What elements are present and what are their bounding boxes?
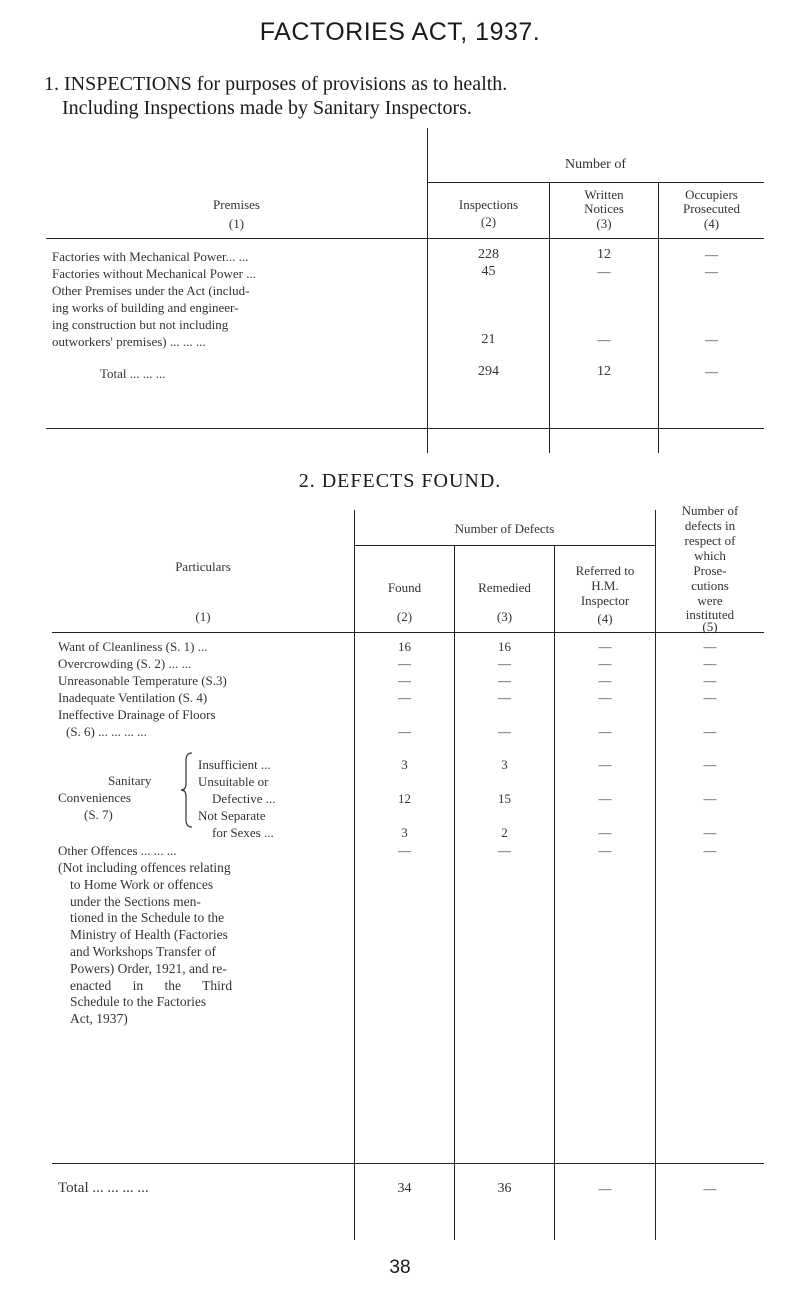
t1-col-notices-l2: Notices bbox=[584, 201, 624, 216]
t2-san-sub2-remedied: 15 bbox=[498, 791, 511, 806]
t2-row4-referred: — bbox=[598, 690, 612, 705]
t2-san-sub3-label-l1: Not Separate bbox=[198, 808, 266, 823]
t2-col-referred-l1: Referred to bbox=[575, 563, 635, 578]
t1-total-inspections: 294 bbox=[478, 364, 499, 379]
t2-other-note-line: tioned in the Schedule to the bbox=[70, 910, 225, 926]
t2-san-sub2-label-l1: Unsuitable or bbox=[198, 774, 269, 789]
t1-row2-label: Factories without Mechanical Power ... bbox=[52, 266, 256, 281]
t2-row5-found: — bbox=[398, 724, 411, 739]
t2-col-referred-l2: H.M. bbox=[591, 578, 619, 593]
t1-row1-inspections: 228 bbox=[478, 247, 499, 262]
t2-row1-prosecutions: — bbox=[703, 639, 717, 654]
t2-row3-referred: — bbox=[598, 673, 612, 688]
page-number: 38 bbox=[389, 1257, 411, 1278]
t2-san-sub1-referred: — bbox=[598, 757, 612, 772]
t2-col-prosecutions-num: (5) bbox=[702, 619, 718, 634]
t1-group-rule bbox=[427, 182, 764, 183]
t1-row2-occupiers: — bbox=[705, 264, 718, 279]
t2-other-note-line: under the Sections men- bbox=[70, 893, 201, 909]
t2-row2-found: — bbox=[398, 656, 411, 671]
section2-heading: 2. DEFECTS FOUND. bbox=[298, 470, 502, 492]
t2-total-found: 34 bbox=[397, 1181, 412, 1196]
t2-total-remedied: 36 bbox=[497, 1181, 512, 1196]
t2-sanitary-label-l1: Sanitary bbox=[108, 773, 152, 788]
t2-col-prosecutions-l4: which bbox=[694, 548, 726, 563]
t2-col-remedied-num: (3) bbox=[496, 609, 513, 624]
t2-col-found: Found bbox=[387, 580, 422, 595]
t2-col-found-num: (2) bbox=[396, 609, 413, 624]
t1-row1-label: Factories with Mechanical Power... ... bbox=[52, 249, 249, 264]
t2-col-prosecutions-l3: respect of bbox=[684, 533, 736, 548]
t1-col-notices-num: (3) bbox=[596, 216, 612, 231]
t2-row1-remedied: 16 bbox=[498, 639, 511, 654]
t2-san-sub3-prosecutions: — bbox=[703, 825, 717, 840]
t2-row4-label: Inadequate Ventilation (S. 4) bbox=[58, 690, 208, 705]
t2-row2-prosecutions: — bbox=[703, 656, 717, 671]
t2-san-sub2-referred: — bbox=[598, 791, 612, 806]
t2-col-prosecutions-l6: cutions bbox=[691, 578, 729, 593]
section1-heading-line2: Including Inspections made by Sanitary Inspectors. bbox=[62, 97, 472, 119]
t2-col-particulars: Particulars bbox=[175, 559, 231, 574]
t1-col-occupiers-num: (4) bbox=[703, 216, 720, 231]
t2-row1-found: 16 bbox=[398, 639, 411, 654]
t2-san-sub2-prosecutions: — bbox=[703, 791, 717, 806]
t2-row5-prosecutions: — bbox=[703, 724, 717, 739]
t2-row4-found: — bbox=[398, 690, 411, 705]
t2-san-sub1-remedied: 3 bbox=[501, 757, 508, 772]
t2-total-prosecutions: — bbox=[703, 1181, 717, 1196]
t2-san-sub1-prosecutions: — bbox=[703, 757, 717, 772]
t2-row3-prosecutions: — bbox=[703, 673, 717, 688]
t1-col-occupiers-l2: Prosecuted bbox=[682, 201, 741, 216]
section1-heading bbox=[44, 72, 784, 120]
t2-other-note-line: (Not including offences relating bbox=[58, 860, 231, 875]
t2-san-sub1-label: Insufficient ... bbox=[198, 757, 271, 772]
t1-vline-1 bbox=[427, 128, 428, 453]
t1-header-rule bbox=[46, 238, 764, 239]
t2-san-sub3-found: 3 bbox=[401, 825, 408, 840]
t1-row3-notices: — bbox=[597, 332, 611, 347]
t2-other-referred: — bbox=[598, 843, 612, 858]
t2-col-prosecutions-l5: Prose- bbox=[693, 563, 727, 578]
t1-total-rule bbox=[46, 428, 764, 429]
t2-san-sub3-label-l2: for Sexes ... bbox=[212, 825, 274, 840]
t2-row2-referred: — bbox=[598, 656, 612, 671]
t1-row3-inspections: 21 bbox=[481, 332, 496, 347]
t2-sanitary-label-l3: (S. 7) bbox=[84, 807, 113, 822]
t2-other-note-line: and Workshops Transfer of bbox=[70, 943, 217, 959]
t1-row3-occupiers: — bbox=[705, 332, 718, 347]
t2-row3-found: — bbox=[398, 673, 411, 688]
t2-row4-prosecutions: — bbox=[703, 690, 717, 705]
t2-other-note-line: Ministry of Health (Factories bbox=[70, 927, 228, 943]
t1-total-label: Total ... ... ... bbox=[100, 366, 166, 381]
t1-col-occupiers-l1: Occupiers bbox=[685, 187, 738, 202]
t2-other-note-line: Act, 1937) bbox=[70, 1011, 128, 1027]
t2-other-note-line: to Home Work or offences bbox=[70, 876, 214, 892]
t1-row1-notices: 12 bbox=[597, 247, 611, 262]
t2-row5-referred: — bbox=[598, 724, 612, 739]
t2-san-sub3-remedied: 2 bbox=[501, 825, 508, 840]
t2-san-sub2-found: 12 bbox=[398, 791, 411, 806]
t2-group-rule bbox=[354, 545, 655, 546]
t1-col-notices-l1: Written bbox=[584, 187, 624, 202]
t2-other-prosecutions: — bbox=[703, 843, 717, 858]
t2-other-found: — bbox=[398, 843, 411, 858]
t2-total-rule bbox=[52, 1163, 764, 1164]
t2-sanitary-label-l2: Conveniences bbox=[58, 790, 131, 805]
t2-row4-remedied: — bbox=[498, 690, 511, 705]
t1-row3-label-l4: outworkers' premises) ... ... ... bbox=[52, 334, 206, 349]
t2-san-sub3-referred: — bbox=[598, 825, 612, 840]
t1-row3-label-l2: ing works of building and engineer- bbox=[52, 300, 239, 315]
t2-other-label: Other Offences ... ... ... bbox=[58, 843, 177, 858]
t2-row1-label: Want of Cleanliness (S. 1) ... bbox=[58, 639, 208, 654]
t2-row5-label-l2: (S. 6) ... ... ... ... bbox=[66, 724, 147, 739]
t1-group-header: Number of bbox=[564, 157, 627, 172]
t2-total-label: Total ... ... ... ... bbox=[58, 1180, 149, 1196]
t1-total-notices: 12 bbox=[597, 364, 611, 379]
t2-col-prosecutions-l7: were bbox=[697, 593, 723, 608]
t1-col-inspections: Inspections bbox=[458, 197, 519, 212]
t2-col-prosecutions-l1: Number of bbox=[681, 503, 739, 518]
t2-col-referred-l3: Inspector bbox=[580, 593, 630, 608]
t2-col-particulars-num: (1) bbox=[195, 609, 211, 624]
t2-row3-label: Unreasonable Temperature (S.3) bbox=[58, 673, 227, 688]
t1-row1-occupiers: — bbox=[705, 247, 718, 262]
t1-row2-inspections: 45 bbox=[481, 264, 496, 279]
t2-total-referred: — bbox=[598, 1181, 612, 1196]
t2-group-header: Number of Defects bbox=[454, 521, 555, 536]
t2-col-referred-num: (4) bbox=[597, 611, 613, 626]
t2-row2-label: Overcrowding (S. 2) ... ... bbox=[58, 656, 192, 671]
t1-row2-notices: — bbox=[597, 264, 611, 279]
t1-row3-label-l3: ing construction but not including bbox=[52, 317, 229, 332]
t2-other-note bbox=[58, 860, 348, 1028]
page-title: FACTORIES ACT, 1937. bbox=[259, 18, 541, 46]
section1-heading-line1: 1. INSPECTIONS for purposes of provisions as to health. bbox=[44, 73, 508, 95]
t2-row5-label-l1: Ineffective Drainage of Floors bbox=[58, 707, 216, 722]
t2-row3-remedied: — bbox=[498, 673, 511, 688]
t1-col-premises-num: (1) bbox=[228, 216, 245, 231]
t1-total-occupiers: — bbox=[705, 364, 718, 379]
t2-row5-remedied: — bbox=[498, 724, 511, 739]
t2-other-note-line: Powers) Order, 1921, and re- bbox=[70, 960, 227, 976]
t2-other-note-line: Schedule to the Factories bbox=[70, 994, 207, 1010]
t2-col-prosecutions-l8: instituted bbox=[685, 607, 735, 622]
t2-col-prosecutions-l2: defects in bbox=[684, 518, 736, 533]
t2-san-sub1-found: 3 bbox=[401, 757, 408, 772]
t2-other-note-line: enacted in the Third bbox=[70, 977, 233, 993]
t1-col-premises: Premises bbox=[213, 197, 260, 212]
t2-row1-referred: — bbox=[598, 639, 612, 654]
t1-col-inspections-num: (2) bbox=[480, 214, 497, 229]
t1-row3-label-l1: Other Premises under the Act (includ- bbox=[52, 283, 250, 298]
sanitary-brace-icon bbox=[180, 752, 194, 828]
t2-san-sub2-label-l2: Defective ... bbox=[212, 791, 276, 806]
t2-row2-remedied: — bbox=[498, 656, 511, 671]
t2-other-remedied: — bbox=[498, 843, 511, 858]
t2-col-remedied: Remedied bbox=[478, 580, 531, 595]
